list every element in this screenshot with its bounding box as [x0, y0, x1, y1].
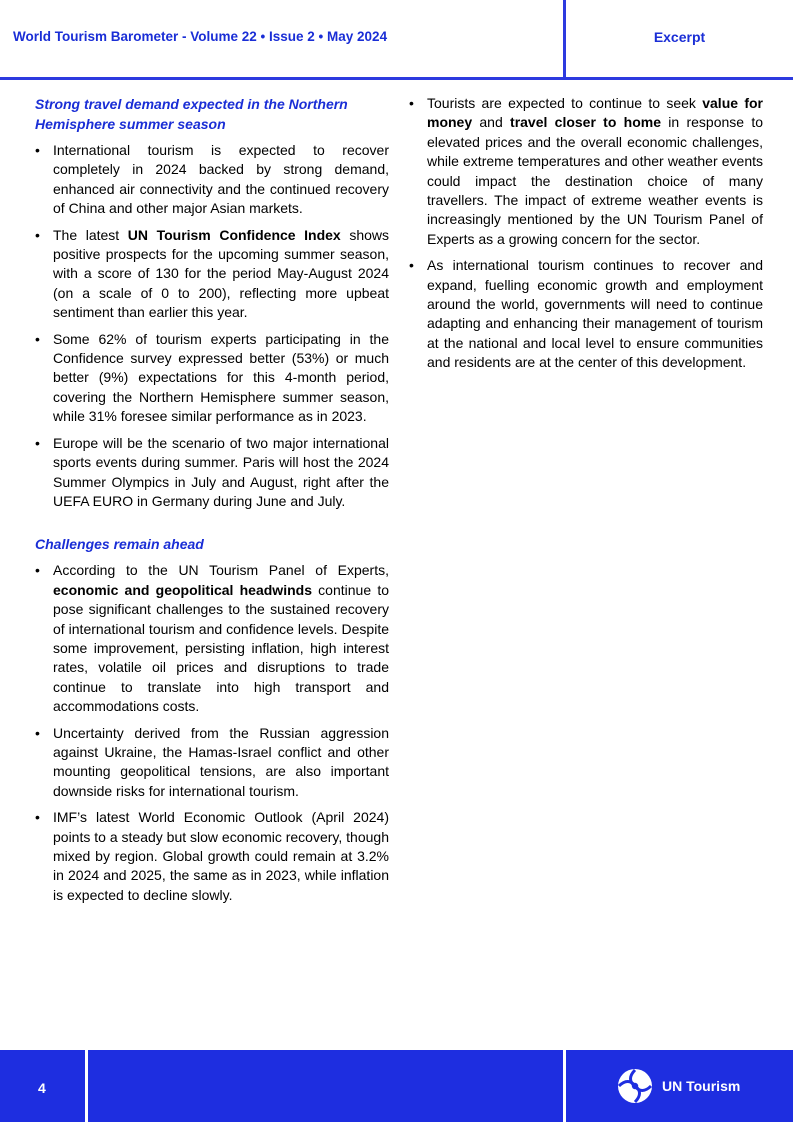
bullet-text: IMF’s latest World Economic Outlook (April 2024) points to a steady but slow economic recovery, though mixed by region. Global growth could remain at 3.2% in 2024 and 2025, the same as in 2023, while inflation is expected to decline slowly. [53, 809, 389, 903]
page-number: 4 [38, 1080, 46, 1096]
list-item [409, 256, 763, 372]
bullet-text: continue to pose significant challenges to the sustained recovery of international tourism and confidence levels. Despite some improvement, persisting inflation, high interest rates, volatile oil prices and disruptions to trade continue to translate into high transport and accommodations costs. [53, 581, 389, 715]
list-item [409, 94, 763, 249]
page-header [0, 0, 793, 80]
bold-term: value for money [427, 95, 763, 131]
bullet-text: As international tourism continues to recover and expand, fuelling economic growth and employment around the world, governments will need to continue adapting and enhancing their management of tourism at the national and local level to ensure communities and residents are at the center of this development. [427, 257, 763, 371]
header-rule [0, 77, 793, 80]
list-item [35, 226, 389, 323]
bullet-text: International tourism is expected to recover completely in 2024 backed by strong demand, enhanced air connectivity and the continued recovery of China and other major Asian markets. [53, 142, 389, 217]
summer-demand-list [35, 141, 389, 511]
excerpt-label: Excerpt [653, 29, 706, 45]
bold-term: travel closer to home [510, 114, 662, 131]
list-item [35, 561, 389, 716]
right-column [409, 94, 763, 380]
bold-term: UN Tourism Confidence Index [127, 226, 341, 243]
outlook-list [409, 94, 763, 373]
bullet-text: According to the UN Tourism Panel of Experts, [53, 562, 389, 579]
bullet-text: Some 62% of tourism experts participating in the Confidence survey expressed better (53%) or much better (9%) expectations for this 4-month period, covering the Northern Hemisphere summer season, while 31% foresee similar performance as in 2023. [53, 330, 389, 425]
bullet-text: Tourists are expected to continue to seek [427, 95, 703, 111]
footer-divider-right [563, 1050, 566, 1122]
list-item [35, 434, 389, 512]
bullet-text: shows positive prospects for the upcoming summer season, with a score of 130 for the period May-August 2024 (on a scale of 0 to 200), reflecting more upbeat sentiment than earlier this year. [53, 226, 390, 321]
publication-title: World Tourism Barometer - Volume 22 • Issue 2 • May 2024 [13, 29, 388, 44]
list-item [35, 808, 389, 905]
footer-divider-left [85, 1050, 88, 1122]
bullet-text: Uncertainty derived from the Russian aggression against Ukraine, the Hamas-Israel conflict and other mounting geopolitical tensions, are also important downside risks for international tourism. [53, 724, 389, 799]
section-heading-summer-demand: Strong travel demand expected in the Northern Hemisphere summer season [35, 96, 348, 132]
bold-term: economic and geopolitical headwinds [53, 581, 312, 598]
bullet-text: Europe will be the scenario of two major international sports events during summer. Paris will host the 2024 Summer Olympics in July and August, right after the UEFA EURO in Germany during June and July. [53, 434, 389, 509]
section-heading-challenges: Challenges remain ahead [35, 536, 204, 553]
page-footer [0, 1050, 793, 1122]
list-item [35, 330, 389, 427]
brand-name: UN Tourism [662, 1078, 741, 1094]
bullet-text: and [472, 114, 511, 131]
bullet-text: in response to elevated prices and the overall economic challenges, while extreme temperatures and other weather events could impact the destination choice of many travellers. The impact of extreme weather events is increasingly mentioned by the UN Tourism Panel of Experts as a growing concern for the sector. [427, 114, 763, 247]
list-item [35, 141, 389, 219]
challenges-list [35, 561, 389, 905]
bullet-text: The latest [53, 226, 128, 243]
list-item [35, 724, 389, 802]
un-tourism-logo-icon [617, 1068, 653, 1104]
left-column [35, 94, 389, 912]
